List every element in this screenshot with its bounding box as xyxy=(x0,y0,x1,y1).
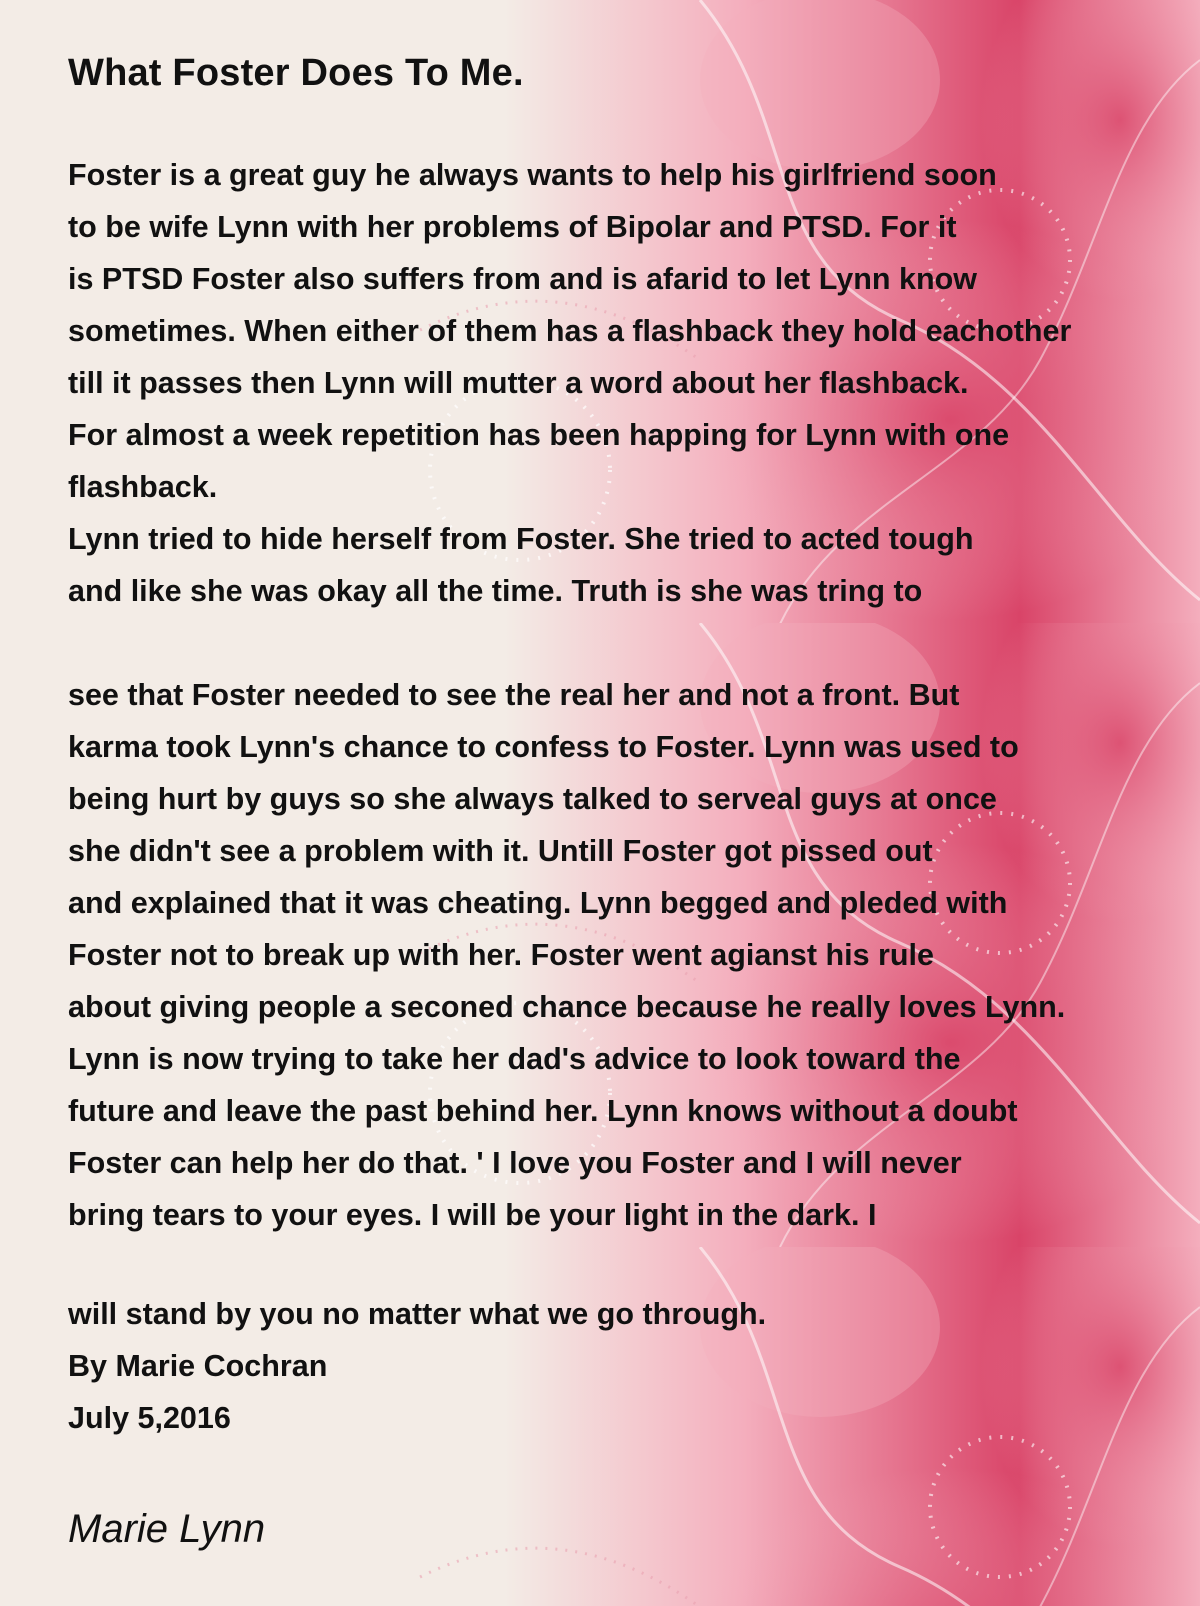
poem-line: Foster can help her do that. ' I love you Foster and I will never xyxy=(68,1146,962,1180)
poem-line: will stand by you no matter what we go through. xyxy=(68,1297,767,1331)
poem-line: bring tears to your eyes. I will be your light in the dark. I xyxy=(68,1198,877,1232)
poem-line: For almost a week repetition has been happing for Lynn with one xyxy=(68,418,1010,452)
poem-line: and explained that it was cheating. Lynn begged and pleded with xyxy=(68,886,1008,920)
poem-line: flashback. xyxy=(68,470,218,504)
poem-line: karma took Lynn's chance to confess to Foster. Lynn was used to xyxy=(68,730,1019,764)
poem-line: to be wife Lynn with her problems of Bipolar and PTSD. For it xyxy=(68,210,957,244)
poem-line: is PTSD Foster also suffers from and is afarid to let Lynn know xyxy=(68,262,977,296)
poem-line: Foster is a great guy he always wants to help his girlfriend soon xyxy=(68,158,997,192)
poem-line: Lynn is now trying to take her dad's advice to look toward the xyxy=(68,1042,961,1076)
poem-line: Foster not to break up with her. Foster went agianst his rule xyxy=(68,938,934,972)
poem-line: she didn't see a problem with it. Untill Foster got pissed out xyxy=(68,834,933,868)
poem-line: sometimes. When either of them has a flashback they hold eachother xyxy=(68,314,1072,348)
poem-line: being hurt by guys so she always talked to serveal guys at once xyxy=(68,782,997,816)
poem-author: Marie Lynn xyxy=(68,1507,266,1551)
poem-line: see that Foster needed to see the real her and not a front. But xyxy=(68,678,960,712)
poem-line: and like she was okay all the time. Truth is she was tring to xyxy=(68,574,923,608)
poem-line: future and leave the past behind her. Lynn knows without a doubt xyxy=(68,1094,1018,1128)
poem-line: By Marie Cochran xyxy=(68,1349,328,1383)
poem-line: about giving people a seconed chance because he really loves Lynn. xyxy=(68,990,1066,1024)
poem-line: Lynn tried to hide herself from Foster. She tried to acted tough xyxy=(68,522,974,556)
poem-line: till it passes then Lynn will mutter a word about her flashback. xyxy=(68,366,969,400)
poem-line: July 5,2016 xyxy=(68,1401,231,1435)
poem-title: What Foster Does To Me. xyxy=(68,52,524,94)
